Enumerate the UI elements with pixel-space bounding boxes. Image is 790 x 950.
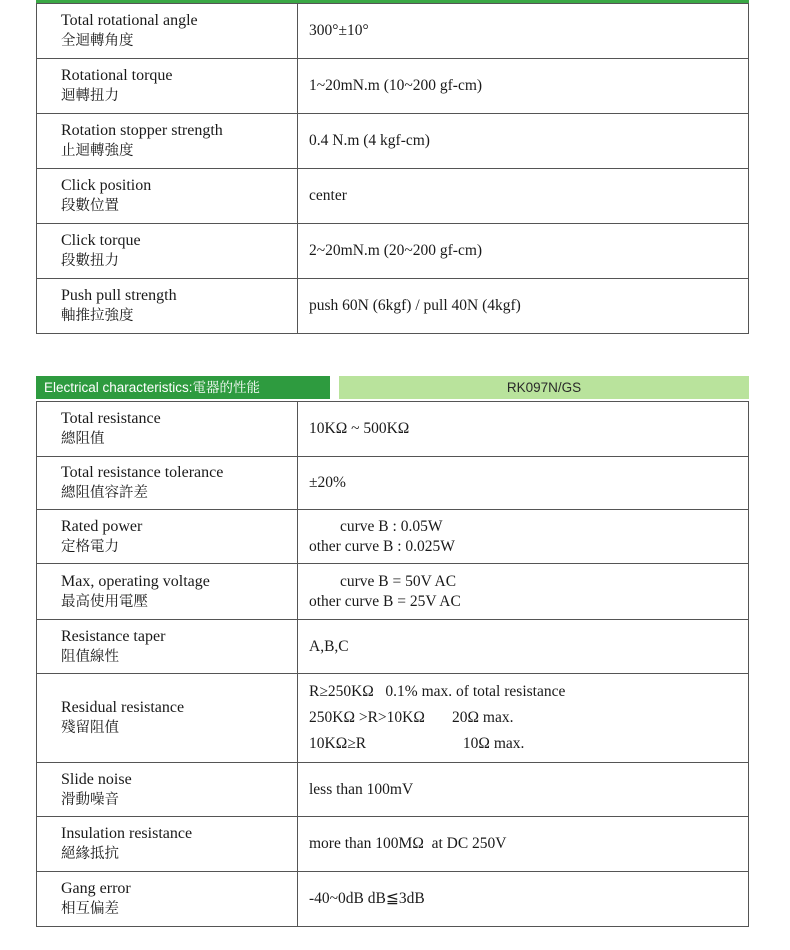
spec-label-zh: 阻值線性 [61,648,119,665]
spec-label-cell [37,817,298,872]
spec-row [37,817,749,872]
spec-label-cell [37,763,298,817]
spec-label-cell [37,169,298,224]
spec-row [37,620,749,674]
spec-label-zh: 迴轉扭力 [61,88,119,104]
spec-value-cell [298,4,749,59]
spec-label-zh: 止迴轉強度 [61,143,134,159]
spec-label-en: Click torque [61,232,141,249]
spec-value-line: center [309,187,347,204]
spec-label-cell [37,114,298,169]
spec-value-line: 0.4 N.m (4 kgf-cm) [309,132,430,149]
spec-label-en: Slide noise [61,770,132,788]
spec-row [37,763,749,817]
spec-value-line: curve B : 0.05W [309,517,443,535]
spec-label-zh: 軸推拉強度 [61,308,134,324]
spec-label-en: Total resistance tolerance [61,464,224,481]
spec-label-en: Rotation stopper strength [61,122,223,139]
spec-value-line: more than 100MΩ at DC 250V [309,835,507,852]
spec-value-cell [298,224,749,279]
spec-label-en: Rotational torque [61,67,173,84]
spec-row [37,457,749,510]
spec-value-line: ±20% [309,474,346,491]
spec-row [37,872,749,927]
spec-value-cell [298,817,749,872]
spec-value-cell [298,114,749,169]
spec-row [37,169,749,224]
spec-value-cell [298,620,749,674]
spec-value-line: 1~20mN.m (10~200 gf-cm) [309,77,483,94]
spec-value-cell [298,279,749,334]
spec-value-line: A,B,C [309,637,349,655]
model-number: RK097N/GS [339,376,749,399]
spec-label-en: Total resistance [61,410,161,427]
spec-row [37,59,749,114]
spec-label-cell [37,564,298,620]
electrical-spec-table [36,401,749,927]
spec-value-line: 10KΩ ~ 500KΩ [309,420,410,437]
spec-label-cell [37,457,298,510]
spec-label-en: Rated power [61,517,143,535]
spec-label-zh: 絕緣抵抗 [61,846,119,862]
spec-label-zh: 殘留阻值 [61,720,119,736]
spec-value-line: R≥250KΩ 0.1% max. of total resistance [309,683,566,700]
spec-label-cell [37,279,298,334]
electrical-section-title: Electrical characteristics:電器的性能 [36,376,330,399]
spec-row [37,402,749,457]
spec-value-line: 300°±10° [309,22,369,39]
spec-label-cell [37,510,298,564]
spec-label-en: Max, operating voltage [61,572,210,590]
spec-label-cell [37,674,298,763]
spec-label-en: Resistance taper [61,627,166,645]
spec-value-cell [298,457,749,510]
spec-label-en: Gang error [61,880,131,897]
spec-value-cell [298,59,749,114]
spec-label-cell [37,224,298,279]
spec-label-zh: 最高使用電壓 [61,593,148,610]
spec-label-cell [37,402,298,457]
spec-label-cell [37,872,298,927]
spec-label-zh: 段數扭力 [61,253,119,269]
spec-row [37,4,749,59]
spec-row [37,114,749,169]
spec-value-line: 250KΩ >R>10KΩ 20Ω max. [309,709,514,726]
spec-label-zh: 段數位置 [61,198,119,214]
mechanical-spec-table [36,3,749,334]
spec-value-line: push 60N (6kgf) / pull 40N (4kgf) [309,297,521,314]
spec-label-zh: 總阻值 [61,431,105,447]
spec-value-cell [298,763,749,817]
spec-label-en: Push pull strength [61,287,177,304]
spec-value-cell [298,564,749,620]
spec-row [37,674,749,763]
spec-value-line: less than 100mV [309,780,414,798]
spec-label-zh: 定格電力 [61,538,119,555]
spec-value-cell [298,169,749,224]
header-divider [330,376,339,399]
spec-value-line: 2~20mN.m (20~200 gf-cm) [309,242,483,259]
spec-label-zh: 全迴轉角度 [61,33,134,49]
spec-row [37,510,749,564]
spec-value-line: 10KΩ≥R 10Ω max. [309,735,525,752]
spec-value-line: other curve B : 0.025W [309,537,455,555]
spec-value-line: -40~0dB dB≦3dB [309,890,425,907]
spec-value-line: other curve B = 25V AC [309,592,461,610]
spec-value-cell [298,872,749,927]
spec-value-cell [298,402,749,457]
spec-row [37,279,749,334]
spec-row [37,564,749,620]
spec-row [37,224,749,279]
spec-label-cell [37,4,298,59]
spec-label-en: Insulation resistance [61,825,193,842]
spec-label-cell [37,620,298,674]
spec-label-zh: 滑動噪音 [61,791,119,808]
spec-label-en: Click position [61,177,152,194]
spec-label-zh: 總阻值容許差 [61,485,148,501]
spec-label-cell [37,59,298,114]
spec-value-cell [298,674,749,763]
spec-value-cell [298,510,749,564]
spec-label-zh: 相互偏差 [61,901,119,917]
spec-label-en: Residual resistance [61,699,185,716]
electrical-section-header [36,376,749,399]
spec-label-en: Total rotational angle [61,12,198,29]
spec-value-line: curve B = 50V AC [309,572,457,590]
